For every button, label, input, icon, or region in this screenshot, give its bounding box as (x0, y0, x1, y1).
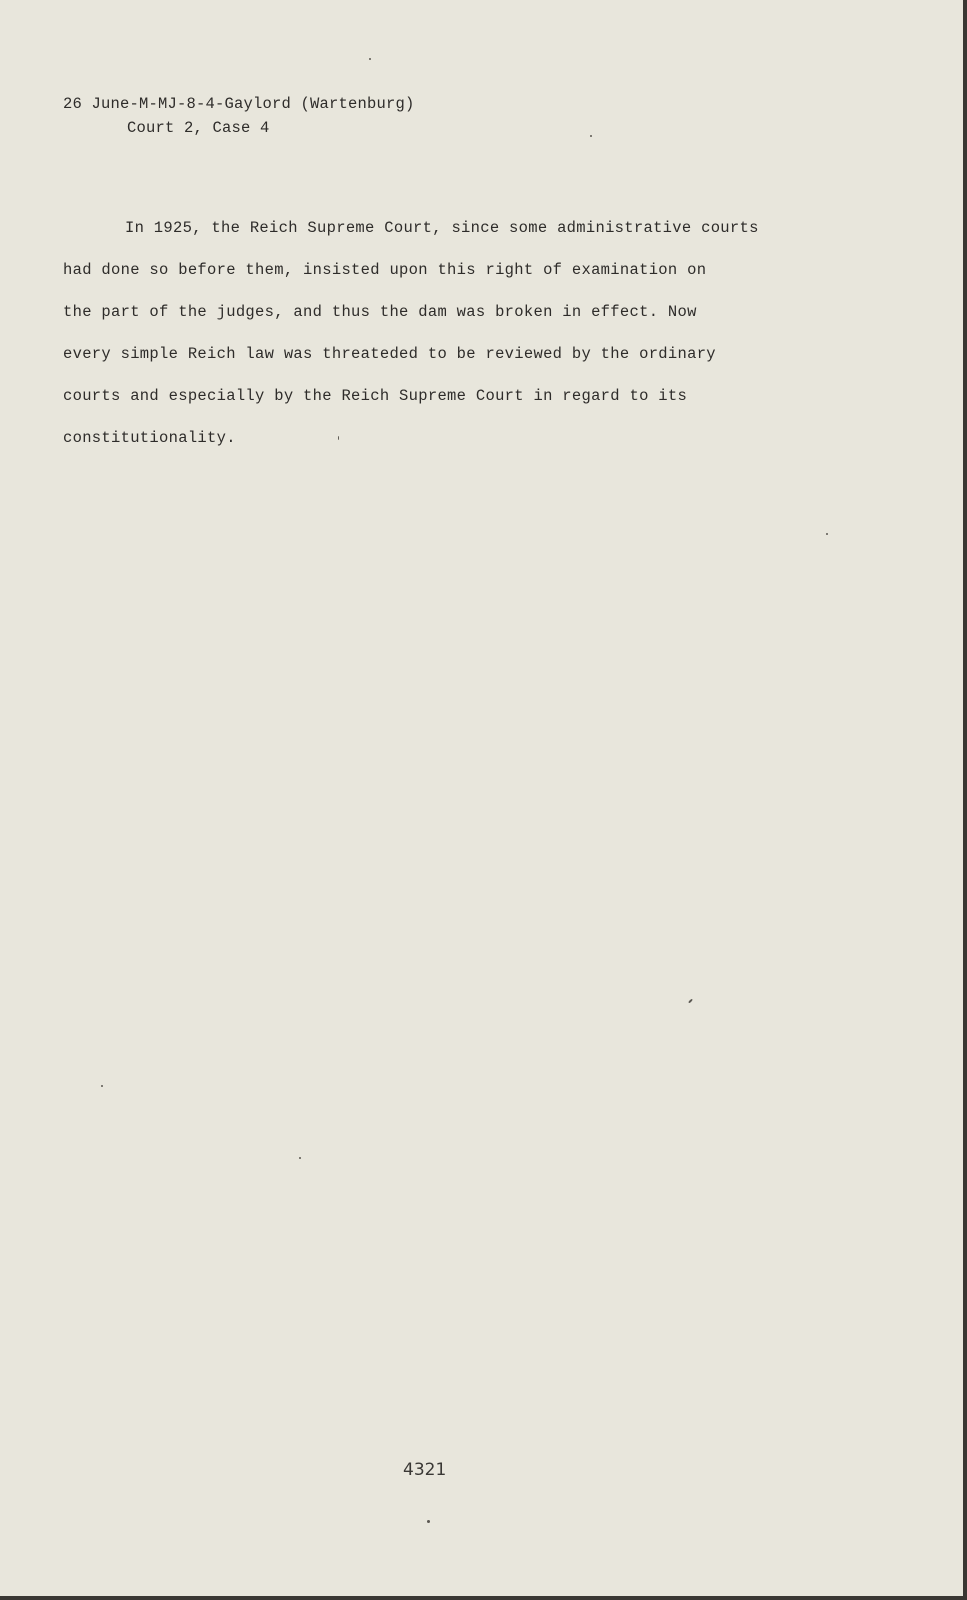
paper-speck (688, 999, 693, 1004)
body-line: every simple Reich law was threateded to be reviewed by the ordinary (63, 345, 716, 363)
page-edge-right (963, 0, 967, 1600)
paper-speck (338, 436, 339, 440)
body-line: In 1925, the Reich Supreme Court, since some administrative courts (125, 219, 759, 237)
body-line: constitutionality. (63, 429, 236, 447)
body-line: had done so before them, insisted upon this right of examination on (63, 261, 707, 279)
page-edge-bottom (0, 1596, 967, 1600)
paper-speck (369, 58, 371, 60)
body-line: courts and especially by the Reich Supreme Court in regard to its (63, 387, 688, 405)
paper-speck (299, 1157, 301, 1159)
page-number: 4321 (403, 1460, 447, 1480)
paper-speck (826, 533, 828, 535)
header-reference-line: 26 June-M-MJ-8-4-Gaylord (Wartenburg) (63, 95, 415, 113)
body-line: the part of the judges, and thus the dam was broken in effect. Now (63, 303, 697, 321)
document-header (63, 92, 415, 140)
paper-speck (427, 1520, 430, 1523)
header-court-line: Court 2, Case 4 (127, 119, 270, 137)
paper-speck (101, 1085, 103, 1087)
paper-speck (590, 135, 592, 137)
body-paragraph (63, 216, 863, 468)
